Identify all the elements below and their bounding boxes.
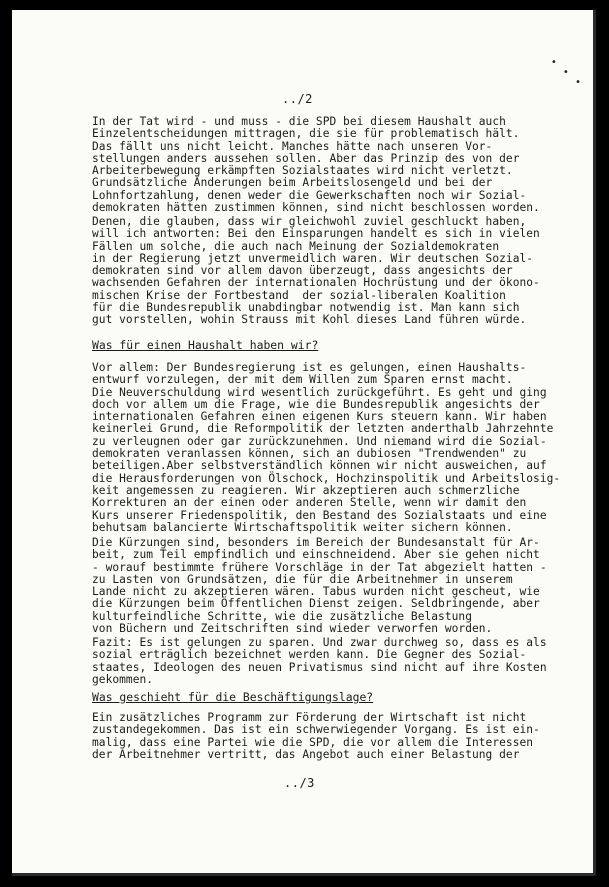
paragraph-6: Ein zusätzliches Programm zur Förderung der Wirtschaft ist nicht zustandegekommen. Das ist ein schwerwiegender Vorgang. Es ist ein- malig, dass eine Partei wie die SPD, die vor allem die Interessen der Arbeitnehmer vertritt, das Angebot auch einer Belastung der (92, 711, 540, 761)
section-heading-beschaeftigung: Was geschieht für die Beschäftigungslage? (92, 690, 374, 704)
section-heading-haushalt: Was für einen Haushalt haben wir? (92, 338, 319, 352)
paragraph-3: Vor allem: Der Bundesregierung ist es gelungen, einen Haushalts- entwurf vorzulegen, der mit dem Willen zum Sparen ernst macht. Die Neuverschuldung wird wesentlich zurückgeführt. Es geht und ging doch vor allem um die Frage, wie die Bundesrepublik angesichts der internationalen Gefahren einen eigenen Kurs steuern kann. Wir haben keinerlei Grund, die Reformpolitik der letzten anderthalb Jahrzehnte zu verleugnen oder gar zurückzunehmen. Und niemand wird die Sozial- demokraten veranlassen können, sich an dubiosen "Trendwenden" zu beteiligen.Aber selbstverständlich können wir nicht ausweichen, auf die Herausforderungen von Ölschock, Hochzinspolitik und Arbeitslosig- keit angemessen zu reagieren. Wir akzeptieren auch schmerzliche Korrekturen an der einen oder anderen Stelle, wenn wir damit den Kurs unserer Friedenspolitik, den Bestand des Sozialstaats und eine behutsam balancierte Wirtschaftspolitik weiter sichern können. (92, 361, 561, 534)
paragraph-4: Die Kürzungen sind, besonders im Bereich der Bundesanstalt für Ar- beit, zum Teil empfindlich und einschneidend. Aber sie gehen nicht - worauf bestimmte frühere Vorschläge in der Tat abgezielt hatten - zu Lasten von Grundsätzen, die für die Arbeitnehmer in unserem Lande nicht zu akzeptieren wären. Tabus wurden nicht gescheut, wie die Kürzungen beim Öffentlichen Dienst zeigen. Seldbringende, aber kulturfeindliche Schritte, wie die zusätzliche Belastung von Büchern und Zeitschriften sind wieder verworfen worden. (92, 536, 547, 636)
scan-specks: • • • (550, 57, 581, 88)
page-number-bottom: ../3 (284, 776, 315, 790)
paragraph-1: In der Tat wird - und muss - die SPD bei diesem Haushalt auch Einzelentscheidungen mittragen, die sie für problematisch hält. Das fällt uns nicht leicht. Manches hätte nach unseren Vor- stellungen anders aussehen sollen. Aber das Prinzip des von der Arbeiterbewegung erkämpften Sozialstaates wird nicht verletzt. Grundsätzliche Änderungen beim Arbeitslosengeld und bei der Lohnfortzahlung, denen weder die Gewerkschaften noch wir Sozial- demokraten hätten zustimmen können, sind nicht beschlossen worden. (92, 115, 540, 215)
document-page (12, 10, 596, 876)
paragraph-5: Fazit: Es ist gelungen zu sparen. Und zwar durchweg so, dass es als sozial erträglich bezeichnet werden kann. Die Gegner des Sozial- staates, Ideologen des neuen Privatismus sind nicht auf ihre Kosten gekommen. (92, 636, 547, 686)
paragraph-2: Denen, die glauben, dass wir gleichwohl zuviel geschluckt haben, will ich antworten: Bei den Einsparungen handelt es sich in vielen Fällen um solche, die auch nach Meinung der Sozialdemokraten in der Regierung jetzt unvermeidlich waren. Wir deutschen Sozial- demokraten sind vor allem davon überzeugt, dass angesichts der wachsenden Gefahren der internationalen Hochrüstung und der ökono- mischen Krise der Fortbestand der sozial-liberalen Koalition für die Bundesrepublik unabdingbar notwendig ist. Man kann sich gut vorstellen, wohin Strauss mit Kohl dieses Land führen würde. (92, 215, 540, 327)
page-number-top: ../2 (282, 92, 313, 106)
